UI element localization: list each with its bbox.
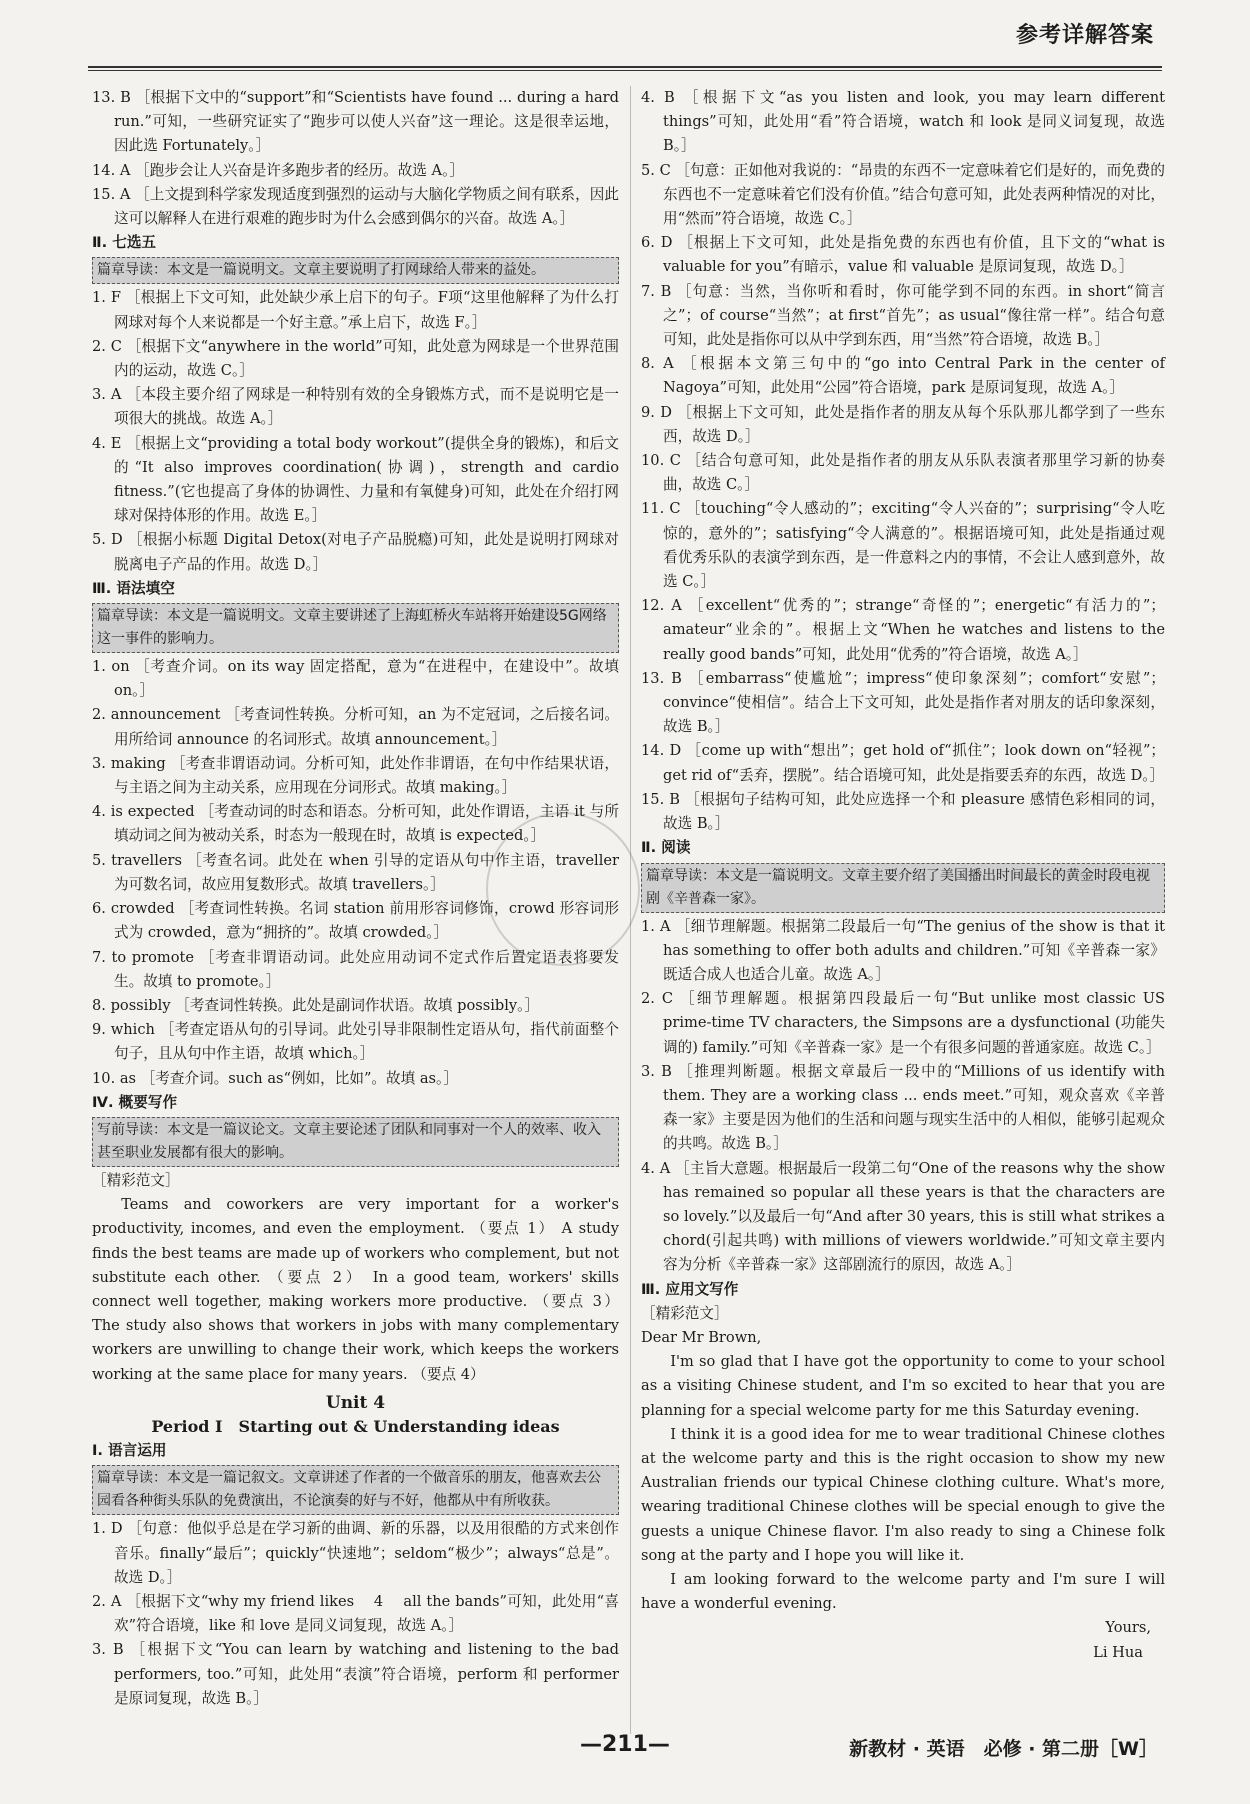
answer-item: 5. travellers ［考查名词。此处在 when 引导的定语从句中作主语，traveller 为可数名词，故应用复数形式。故填 travellers。］ — [92, 851, 619, 893]
passage-guide: 篇章导读：本文是一篇说明文。文章主要说明了打网球给人带来的益处。 — [92, 257, 619, 284]
answer-item: 3. making ［考查非谓语动词。分析可知，此处作非谓语，在句中作结果状语，与主语之间为主动关系，应用现在分词形式。故填 making。］ — [92, 754, 619, 797]
passage-guide: 篇章导读：本文是一篇说明文。文章主要介绍了美国播出时间最长的黄金时段电视剧《辛普森一家》。 — [641, 863, 1165, 913]
answer-item: 1. D ［句意：他似乎总是在学习新的曲调、新的乐器，以及用很酷的方式来创作音乐。finally“最后”；quickly“快速地”；seldom“极少”；always“总是”。故选 D。］ — [92, 1520, 619, 1586]
essay-paragraph: Teams and coworkers are very important for a worker's productivity, incomes, and even the employment. （要点 1） A study finds the best teams are made up of workers who complement, but not substitute each other. （要点 2） In a good team, workers' skills connect well together, making workers more productive. （要点 3） The study also shows that workers in jobs with many complementary workers are unwilling to change their work, which keeps the workers working at the same place for many years. （要点 4） — [92, 1196, 619, 1383]
book-title: 新教材 · 英语 必修 · 第二册［W］ — [849, 1738, 1158, 1760]
answer-item: 13. B ［embarrass“使尴尬”；impress“使印象深刻”；comfort“安慰”；convince“使相信”。结合上下文可知，此处是指作者对朋友的话印象深刻，故选 B。］ — [641, 669, 1165, 736]
sample-letter — [641, 1326, 1165, 1665]
answer-item: 15. A ［上文提到科学家发现适度到强烈的运动与大脑化学物质之间有联系，因此这可以解释人在进行艰难的跑步时为什么会感到偶尔的兴奋。故选 A。］ — [92, 185, 619, 228]
section-heading: Ⅳ. 概要写作 — [92, 1093, 178, 1111]
answer-item: 2. C ［细节理解题。根据第四段最后一句“But unlike most classic US prime-time TV characters, the Simpsons are a dysfunctional (功能失调的) family.”可知《辛普森一家》是一个有很多问题的普通家庭。故选 C。］ — [641, 990, 1165, 1056]
sample-letter-title: ［精彩范文］ — [641, 1304, 729, 1322]
answer-item: 14. D ［come up with“想出”；get hold of“抓住”；look down on“轻视”；get rid of“丢弃，摆脱”。结合语境可知，此处是指要丢弃的东西，故选 D。］ — [641, 742, 1165, 784]
passage-guide: 篇章导读：本文是一篇说明文。文章主要讲述了上海虹桥火车站将开始建设5G网络这一事件的影响力。 — [92, 603, 619, 653]
letter-paragraph: I'm so glad that I have got the opportunity to come to your school as a visiting Chinese student, and I'm so excited to hear that you are planning for a special welcome party for me this Saturday evening. — [641, 1353, 1165, 1419]
answer-item: 5. C ［句意：正如他对我说的：“昂贵的东西不一定意味着它们是好的，而免费的东西也不一定意味着它们没有价值。”结合句意可知，此处表两种情况的对比，用“然而”符合语境，故选 C。］ — [641, 161, 1165, 228]
right-column — [641, 86, 1165, 1665]
answer-item: 2. A ［根据下文“why my friend likes 4 all the bands”可知，此处用“喜欢”符合语境，like 和 love 是同义词复现，故选 A。］ — [92, 1592, 619, 1635]
passage-guide: 篇章导读：本文是一篇记叙文。文章讲述了作者的一个做音乐的朋友，他喜欢去公园看各种街头乐队的免费演出，不论演奏的好与不好，他都从中有所收获。 — [92, 1465, 619, 1515]
page-header-title: 参考详解答案 — [1015, 23, 1154, 48]
answer-item: 4. A ［主旨大意题。根据最后一段第二句“One of the reasons why the show has remained so popular all these years is that the characters are so lovely.”以及最后一句“And after 30 years, this is still what strikes a chord(引起共鸣) with millions of viewers worldwide.”可知文章主要内容为分析《辛普森一家》这部剧流行的原因，故选 A。］ — [641, 1159, 1165, 1274]
answer-item: 10. as ［考查介词。such as“例如，比如”。故填 as。］ — [92, 1069, 458, 1087]
sample-essay — [92, 1193, 619, 1387]
answer-item: 4. is expected ［考查动词的时态和语态。分析可知，此处作谓语，主语 it 与所填动词之间为被动关系，时态为一般现在时，故填 is expected。］ — [92, 803, 619, 845]
answer-item: 11. C ［touching“令人感动的”；exciting“令人兴奋的”；surprising“令人吃惊的，意外的”；satisfying“令人满意的”。根据语境可知，此处是指通过观看优秀乐队的表演学到东西，是一件意料之内的事情，不会让人感到意外，故选 C。］ — [641, 500, 1165, 591]
answer-item: 3. A ［本段主要介绍了网球是一种特别有效的全身锻炼方式，而不是说明它是一项很大的挑战。故选 A。］ — [92, 386, 619, 428]
letter-signature: Li Hua — [1093, 1643, 1143, 1661]
passage-guide: 写前导读：本文是一篇议论文。文章主要论述了团队和同事对一个人的效率、收入甚至职业发展都有很大的影响。 — [92, 1117, 619, 1167]
section-heading: Ⅲ. 语法填空 — [92, 579, 175, 597]
period-title: Period Ⅰ Starting out & Understanding ideas — [151, 1416, 560, 1436]
answer-item: 8. possibly ［考查词性转换。此处是副词作状语。故填 possibly。］ — [92, 996, 540, 1014]
answer-item: 1. on ［考查介词。on its way 固定搭配，意为“在进程中，在建设中”。故填 on。］ — [92, 658, 619, 700]
answer-item: 5. D ［根据小标题 Digital Detox(对电子产品脱瘾)可知，此处是说明打网球对脱离电子产品的作用。故选 D。］ — [92, 531, 619, 573]
answer-item: 4. B ［根据下文“as you listen and look, you may learn different things”可知，此处用“看”符合语境，watch 和 look 是同义词复现，故选 B。］ — [641, 89, 1165, 155]
header-rule — [88, 66, 1162, 68]
sample-essay-title: ［精彩范文］ — [92, 1171, 180, 1189]
answer-item: 6. crowded ［考查词性转换。名词 station 前用形容词修饰，crowd 形容词形式为 crowded，意为“拥挤的”。故填 crowded。］ — [92, 900, 619, 942]
answer-item: 9. D ［根据上下文可知，此处是指作者的朋友从每个乐队那儿都学到了一些东西，故选 D。］ — [641, 403, 1165, 445]
section-heading: Ⅱ. 七选五 — [92, 234, 157, 252]
letter-closing: Yours, — [1105, 1619, 1151, 1637]
answer-item: 7. to promote ［考查非谓语动词。此处应用动词不定式作后置定语表将要发生。故填 to promote。］ — [92, 948, 619, 990]
page-number: —211— — [580, 1732, 670, 1757]
answer-item: 3. B ［根据下文“You can learn by watching and listening to the bad performers, too.”可知，此处用“表演”符合语境，perform 和 performer 是原词复现，故选 B。］ — [92, 1641, 619, 1707]
letter-salutation: Dear Mr Brown, — [641, 1328, 762, 1346]
section-heading: Ⅱ. 阅读 — [641, 839, 691, 857]
answer-item: 7. B ［句意：当然，当你听和看时，你可能学到不同的东西。in short“简言之”；of course“当然”；at first“首先”；as usual“像往常一样”。结合句意可知，此处是指你可以从中学到东西，用“当然”符合语境，故选 B。］ — [641, 282, 1165, 349]
answer-item: 8. A ［根据本文第三句中的“go into Central Park in the center of Nagoya”可知，此处用“公园”符合语境，park 是原词复现，故选 A。］ — [641, 355, 1165, 397]
left-column — [92, 86, 619, 1711]
answer-item: 1. F ［根据上下文可知，此处缺少承上启下的句子。F项“这里他解释了为什么打网球对每个人来说都是一个好主意。”承上启下，故选 F。］ — [92, 289, 619, 331]
answer-item: 6. D ［根据上下文可知，此处是指免费的东西也有价值，且下文的“what is valuable for you”有暗示，value 和 valuable 是原词复现，故选 D。］ — [641, 234, 1165, 276]
unit-title: Unit 4 — [325, 1392, 386, 1413]
answer-item: 2. C ［根据下文“anywhere in the world”可知，此处意为网球是一个世界范围内的运动，故选 C。］ — [92, 337, 619, 380]
answer-item: 2. announcement ［考查词性转换。分析可知，an 为不定冠词，之后接名词。用所给词 announce 的名词形式。故填 announcement。］ — [92, 706, 619, 748]
answer-item: 14. A ［跑步会让人兴奋是许多跑步者的经历。故选 A。］ — [92, 161, 464, 179]
answer-item: 13. B ［根据下文中的“support”和“Scientists have found ... during a hard run.”可知，一些研究证实了“跑步可以使人兴奋”这一理论。这是很幸运地，因此选 Fortunately。］ — [92, 89, 619, 155]
section-heading: Ⅲ. 应用文写作 — [641, 1280, 739, 1298]
letter-paragraph: I think it is a good idea for me to wear traditional Chinese clothes at the welcome party and this is the right occasion to show my new Australian friends our typical Chinese clothing culture. What's more, wearing traditional Chinese clothes will be special enough to give the guests a unique Chinese flavor. I'm also ready to sing a Chinese folk song at the party and I hope you will like it. — [641, 1425, 1165, 1564]
header-rule-thin — [88, 70, 1162, 71]
answer-item: 12. A ［excellent“优秀的”；strange“奇怪的”；energetic“有活力的”；amateur“业余的”。根据上文“When he watches and listens to the really good bands”可知，此处用“优秀的”符合语境，故选 A。］ — [641, 597, 1165, 663]
letter-paragraph: I am looking forward to the welcome party and I'm sure I will have a wonderful evening. — [641, 1570, 1165, 1613]
answer-item: 15. B ［根据句子结构可知，此处应选择一个和 pleasure 感情色彩相同的词，故选 B。］ — [641, 790, 1165, 833]
answer-item: 4. E ［根据上文“providing a total body workout”(提供全身的锻炼)，和后文的“It also improves coordination(协调)，strength and cardio fitness.”(它也提高了身体的协调性、力量和有氧健身)可知，此处在介绍打网球对保持体形的作用。故选 E。］ — [92, 434, 619, 525]
answer-item: 9. which ［考查定语从句的引导词。此处引导非限制性定语从句，指代前面整个句子，且从句中作主语，故填 which。］ — [92, 1021, 619, 1063]
section-heading: Ⅰ. 语言运用 — [92, 1442, 167, 1460]
answer-item: 10. C ［结合句意可知，此处是指作者的朋友从乐队表演者那里学习新的协奏曲，故选 C。］ — [641, 452, 1165, 494]
answer-item: 1. A ［细节理解题。根据第二段最后一句“The genius of the show is that it has something to offer both adults and children.”可知《辛普森一家》既适合成人也适合儿童。故选 A。］ — [641, 917, 1165, 983]
answer-item: 3. B ［推理判断题。根据文章最后一段中的“Millions of us identify with them. They are a working class ... ends meet.”可知，观众喜欢《辛普森一家》主要是因为他们的生活和问题与现实生活中的人相似，能够引起观众的共鸣。故选 B。］ — [641, 1062, 1165, 1153]
